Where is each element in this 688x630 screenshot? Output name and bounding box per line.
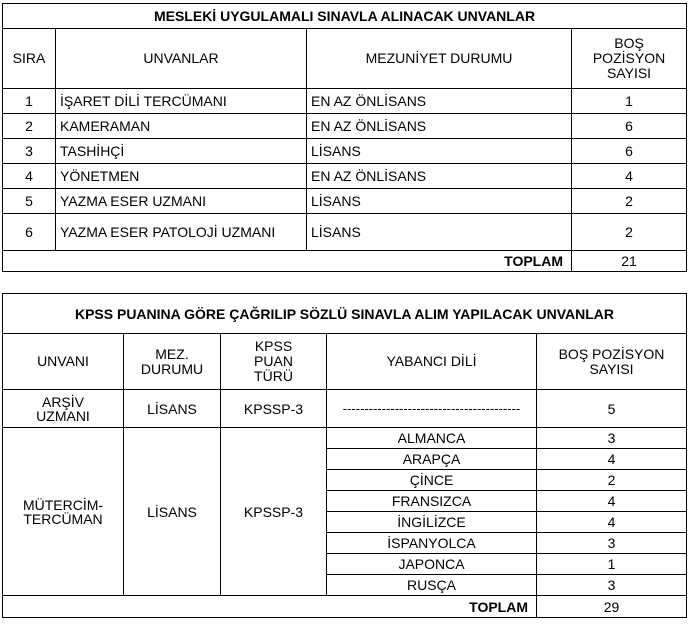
total-label: TOPLAM	[3, 251, 572, 272]
table1-title: MESLEKİ UYGULAMALI SINAVLA ALINACAK UNVANLAR	[3, 4, 687, 29]
row-sira: 3	[3, 139, 56, 164]
header-unvani: UNVANI	[3, 334, 124, 390]
row-sira: 4	[3, 164, 56, 189]
table-row	[3, 214, 687, 251]
row-sira: 5	[3, 189, 56, 214]
language-cell: ALMANCA	[327, 428, 537, 449]
row-bos: 1	[572, 89, 687, 114]
header-bos-pozisyon: BOŞ POZİSYON SAYISI	[537, 334, 687, 390]
row-bos: 5	[537, 390, 687, 428]
language-cell: RUSÇA	[327, 575, 537, 596]
row-unvan: ARŞİV UZMANI	[3, 390, 124, 428]
header-bos-pozisyon: BOŞ POZİSYON SAYISI	[572, 29, 687, 89]
language-bos: 3	[537, 575, 687, 596]
row-sira: 6	[3, 214, 56, 251]
row-unvan: YAZMA ESER UZMANI	[56, 189, 307, 214]
row-bos: 4	[572, 164, 687, 189]
table2-title: KPSS PUANINA GÖRE ÇAĞRILIP SÖZLÜ SINAVLA ALIM YAPILACAK UNVANLAR	[3, 294, 687, 334]
row-mezuniyet: EN AZ ÖNLİSANS	[307, 164, 572, 189]
language-cell: ARAPÇA	[327, 449, 537, 470]
row-mez: LİSANS	[124, 390, 221, 428]
row-sira: 1	[3, 89, 56, 114]
total-value: 21	[572, 251, 687, 272]
language-bos: 3	[537, 428, 687, 449]
table1-total-row	[3, 251, 687, 272]
row-mezuniyet: EN AZ ÖNLİSANS	[307, 114, 572, 139]
row-unvan: KAMERAMAN	[56, 114, 307, 139]
table-row	[3, 139, 687, 164]
language-bos: 4	[537, 491, 687, 512]
row-unvan: YAZMA ESER PATOLOJİ UZMANI	[56, 214, 307, 251]
row-mezuniyet: LİSANS	[307, 189, 572, 214]
row-bos: 6	[572, 114, 687, 139]
table-row	[3, 89, 687, 114]
row-kpss: KPSSP-3	[221, 390, 327, 428]
row-dil-empty: -----------------------------------------	[327, 390, 537, 428]
header-unvanlar: UNVANLAR	[56, 29, 307, 89]
row-mezuniyet: LİSANS	[307, 139, 572, 164]
language-bos: 3	[537, 533, 687, 554]
table-row	[3, 189, 687, 214]
table-row	[3, 164, 687, 189]
row-bos: 2	[572, 214, 687, 251]
language-bos: 4	[537, 449, 687, 470]
language-bos: 2	[537, 470, 687, 491]
mesleki-unvanlar-table	[2, 3, 687, 272]
header-sira: SIRA	[3, 29, 56, 89]
table-row-arsiv	[3, 390, 687, 428]
row-mezuniyet: EN AZ ÖNLİSANS	[307, 89, 572, 114]
total-value: 29	[537, 596, 687, 618]
row-mezuniyet: LİSANS	[307, 214, 572, 251]
row-bos: 2	[572, 189, 687, 214]
language-cell: ÇİNCE	[327, 470, 537, 491]
language-bos: 1	[537, 554, 687, 575]
language-bos: 4	[537, 512, 687, 533]
header-mezuniyet: MEZUNİYET DURUMU	[307, 29, 572, 89]
language-cell: FRANSIZCA	[327, 491, 537, 512]
language-cell: İNGİLİZCE	[327, 512, 537, 533]
row-sira: 2	[3, 114, 56, 139]
kpss-unvanlar-table	[2, 293, 687, 618]
language-cell: İSPANYOLCA	[327, 533, 537, 554]
row-bos: 6	[572, 139, 687, 164]
table2-total-row	[3, 596, 687, 618]
language-cell: JAPONCA	[327, 554, 537, 575]
row-unvan: YÖNETMEN	[56, 164, 307, 189]
header-yabanci-dili: YABANCI DİLİ	[327, 334, 537, 390]
header-mez-durumu: MEZ. DURUMU	[124, 334, 221, 390]
header-kpss-puan-turu: KPSS PUAN TÜRÜ	[221, 334, 327, 390]
row-unvan: TASHİHÇİ	[56, 139, 307, 164]
mutercim-kpss: KPSSP-3	[221, 428, 327, 596]
table-row	[3, 114, 687, 139]
mutercim-mez: LİSANS	[124, 428, 221, 596]
total-label: TOPLAM	[3, 596, 537, 618]
row-unvan: İŞARET DİLİ TERCÜMANI	[56, 89, 307, 114]
mutercim-unvan: MÜTERCİM-TERCÜMAN	[3, 428, 124, 596]
table-row	[3, 428, 687, 449]
